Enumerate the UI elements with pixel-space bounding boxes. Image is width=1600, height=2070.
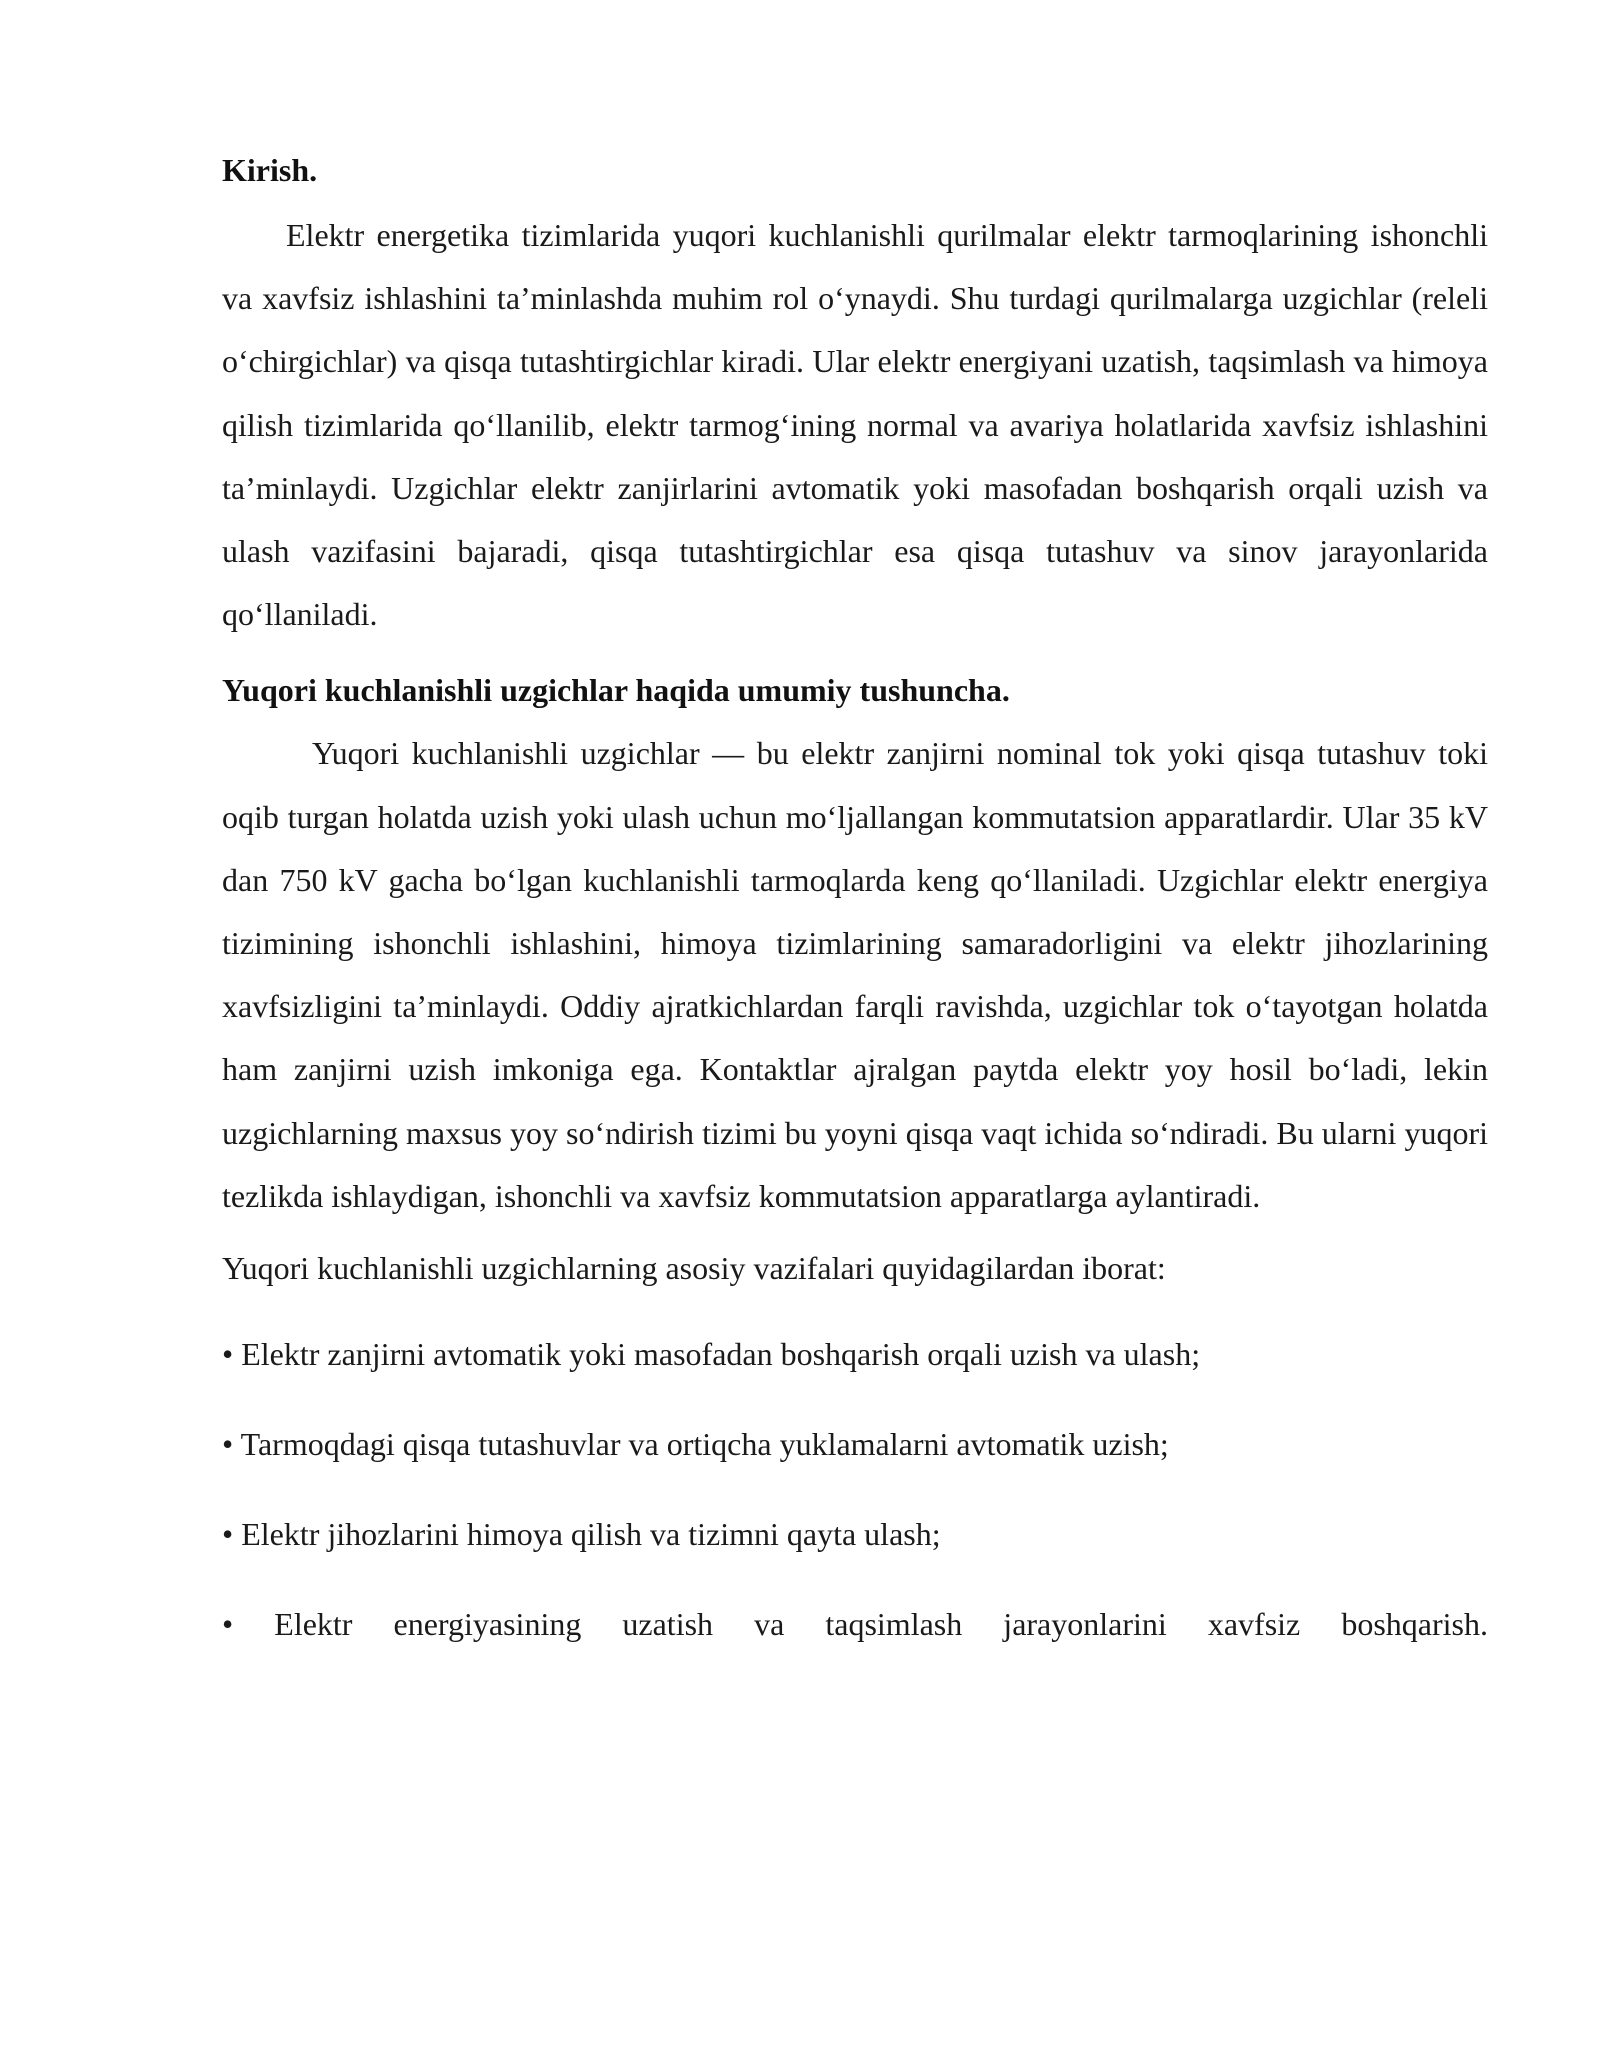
- section-heading: Yuqori kuchlanishli uzgichlar haqida umumiy tushuncha.: [222, 672, 1010, 709]
- list-item: • Elektr energiyasining uzatish va taqsimlash jarayonlarini xavfsiz boshqarish.: [222, 1606, 1488, 1643]
- intro-heading: Kirish.: [222, 152, 318, 188]
- list-item: • Elektr jihozlarini himoya qilish va tizimni qayta ulash;: [222, 1516, 941, 1553]
- section-paragraph: Yuqori kuchlanishli uzgichlar — bu elektr zanjirni nominal tok yoki qisqa tutashuv toki oqib turgan holatda uzish yoki ulash uchun mo‘ljallangan kommutatsion apparatlardir. Ular 35 kV dan 750 kV gacha bo‘lgan kuchlanishli tarmoqlarda keng qo‘llaniladi. Uzgichlar elektr energiya tizimining ishonchli ishlashini, himoya tizimlarining samaradorligini va elektr jihozlarining xavfsizligini ta’minlaydi. Oddiy ajratkichlardan farqli ravishda, uzgichlar tok o‘tayotgan holatda ham zanjirni uzish imkoniga ega. Kontaktlar ajralgan paytda elektr yoy hosil bo‘ladi, lekin uzgichlarning maxsus yoy so‘ndirish tizimi bu yoyni qisqa vaqt ichida so‘ndiradi. Bu ularni yuqori tezlikda ishlaydigan, ishonchli va xavfsiz kommutatsion apparatlarga aylantiradi.: [222, 735, 1488, 1214]
- list-item: • Tarmoqdagi qisqa tutashuvlar va ortiqcha yuklamalarni avtomatik uzish;: [222, 1426, 1169, 1463]
- functions-list: [222, 1332, 1488, 1646]
- functions-intro: Yuqori kuchlanishli uzgichlarning asosiy vazifalari quyidagilardan iborat:: [222, 1250, 1166, 1287]
- intro-paragraph: Elektr energetika tizimlarida yuqori kuchlanishli qurilmalar elektr tarmoqlarining ishonchli va xavfsiz ishlashini ta’minlashda muhim rol o‘ynaydi. Shu turdagi qurilmalarga uzgichlar (releli o‘chirgichlar) va qisqa tutashtirgichlar kiradi. Ular elektr energiyani uzatish, taqsimlash va himoya qilish tizimlarida qo‘llanilib, elektr tarmog‘ining normal va avariya holatlarida xavfsiz ishlashini ta’minlaydi. Uzgichlar elektr zanjirlarini avtomatik yoki masofadan boshqarish orqali uzish va ulash vazifasini bajaradi, qisqa tutashtirgichlar esa qisqa tutashuv va sinov jarayonlarida qo‘llaniladi.: [222, 217, 1488, 633]
- list-item: • Elektr zanjirni avtomatik yoki masofadan boshqarish orqali uzish va ulash;: [222, 1336, 1201, 1373]
- document-page: [222, 148, 1488, 1646]
